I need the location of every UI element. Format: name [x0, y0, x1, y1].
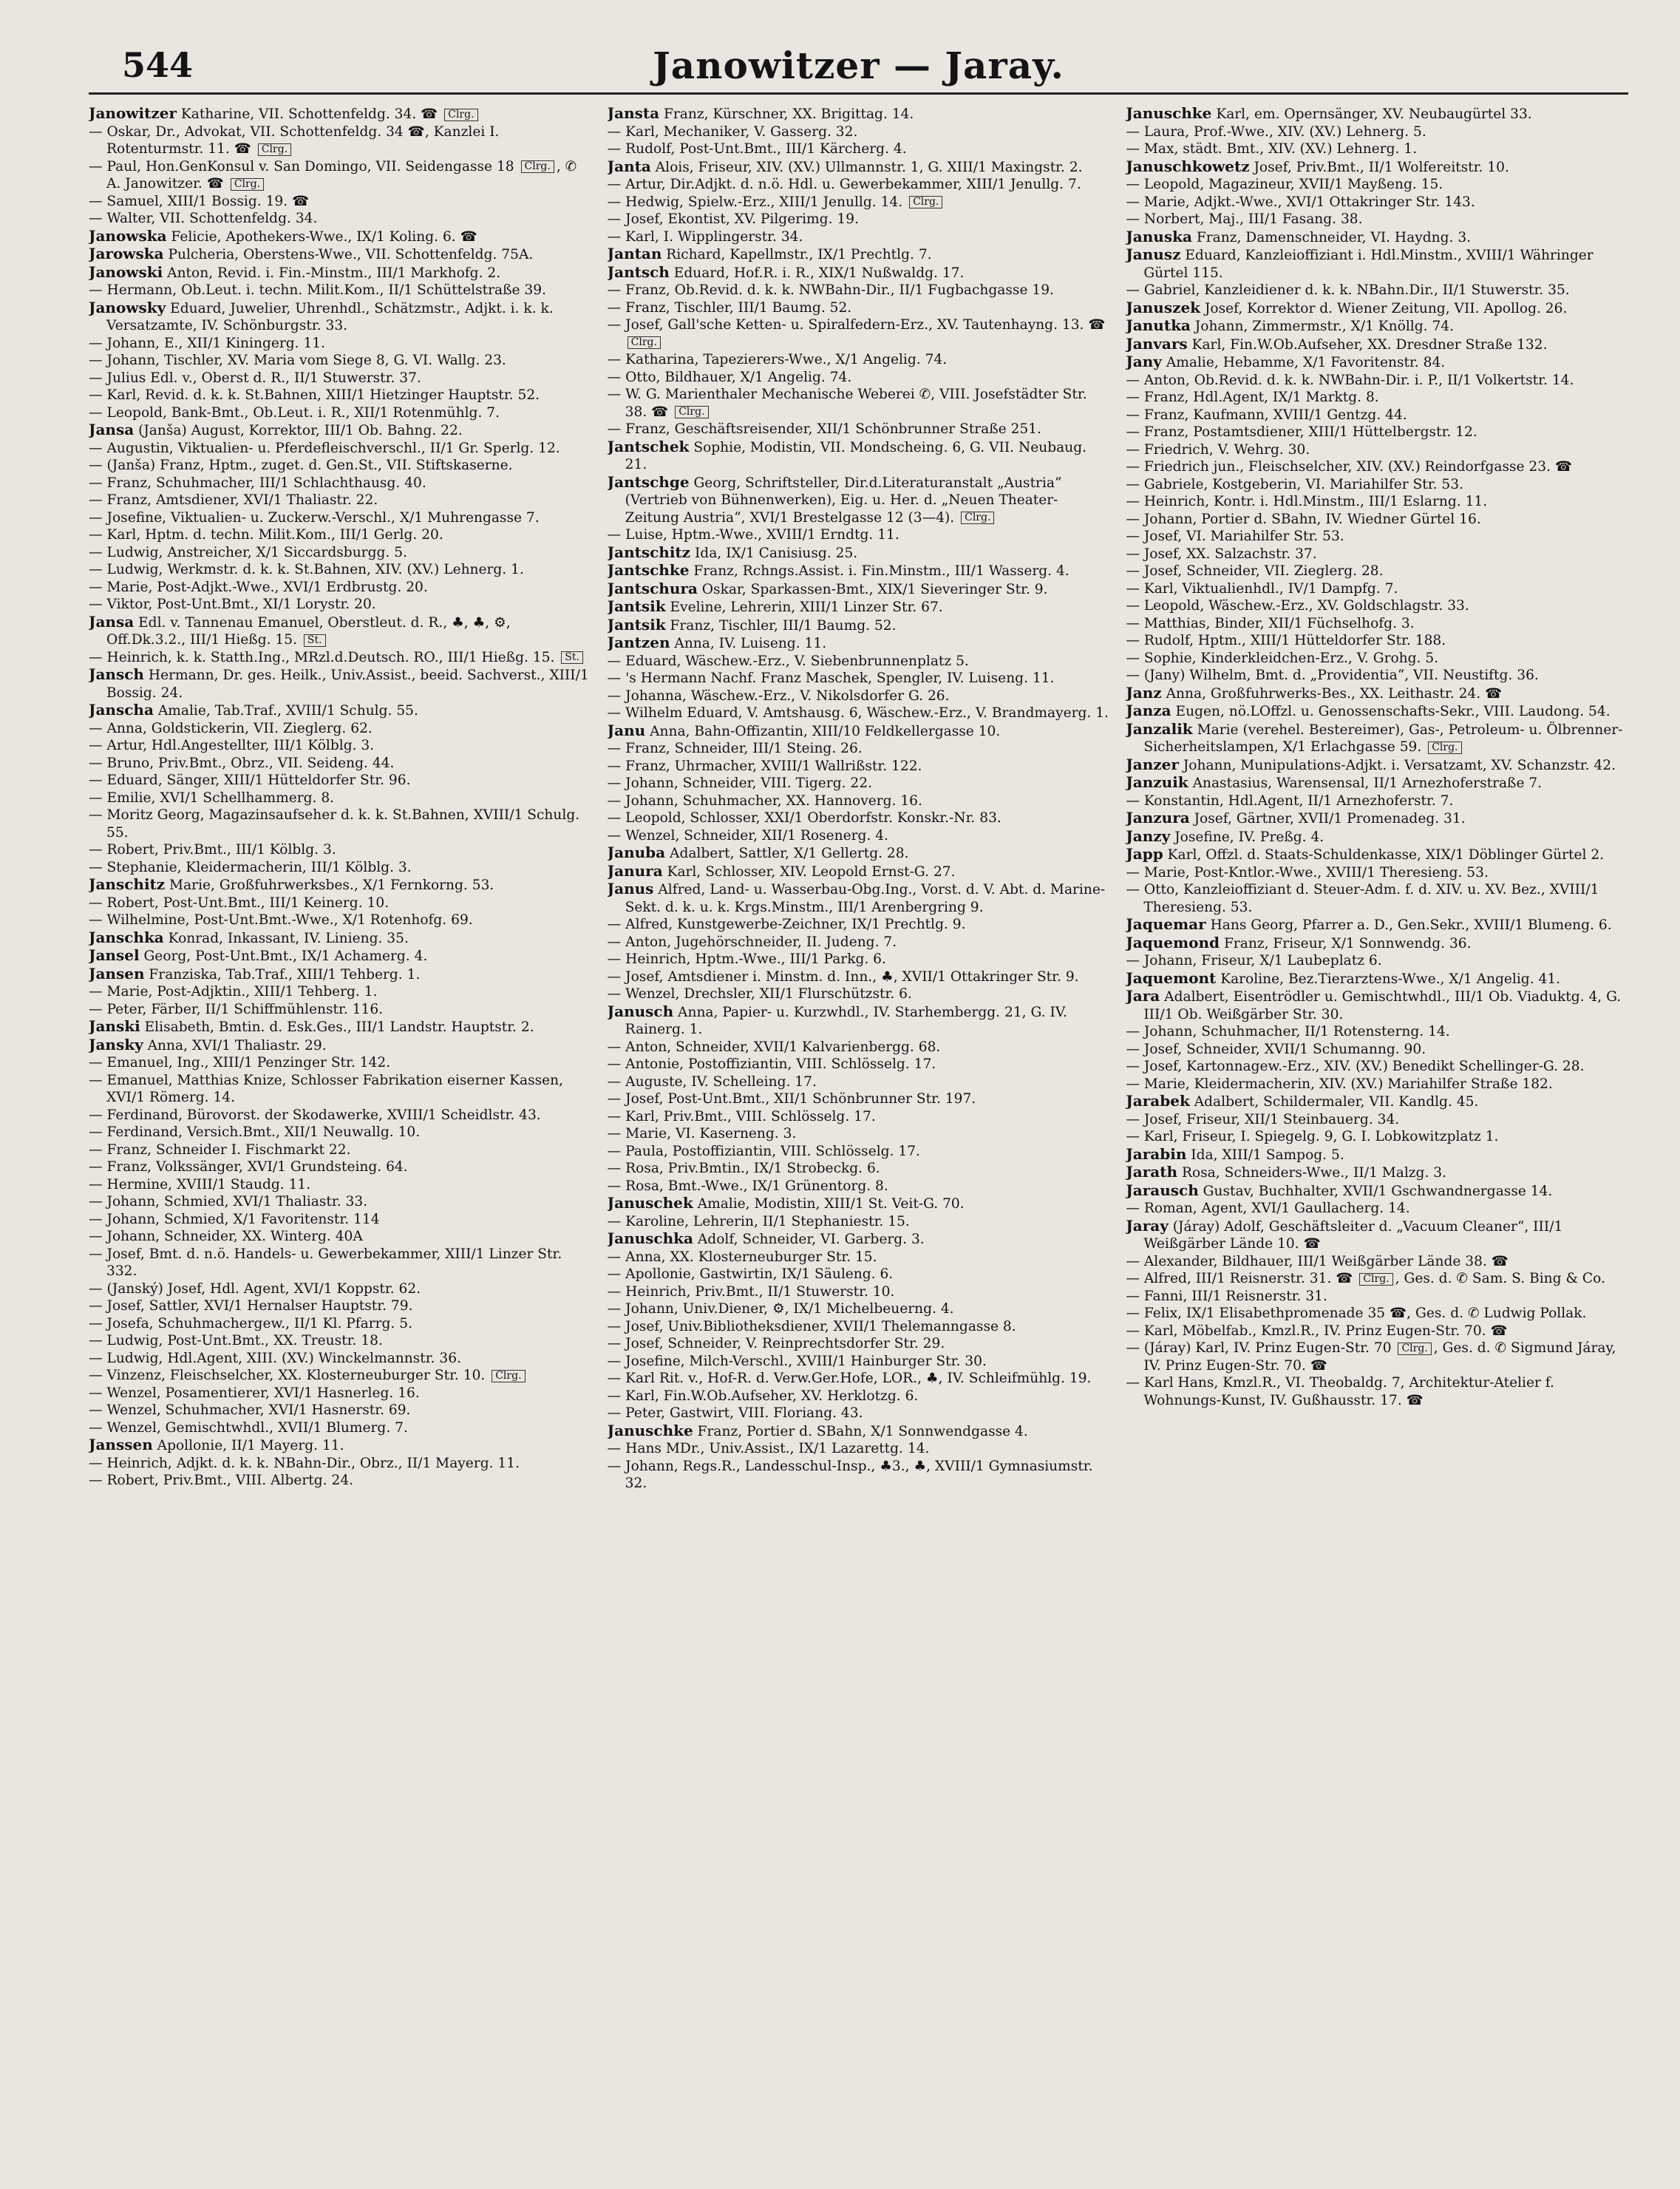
- entry-surname: Jansky: [89, 1035, 143, 1053]
- directory-entry: — Emilie, XVI/1 Schellhammerg. 8.: [89, 790, 335, 806]
- directory-entry: Jantschke Franz, Rchngs.Assist. i. Fin.Minstm., III/1 Wasserg. 4.: [607, 561, 1069, 579]
- directory-entry: — W. G. Marienthaler Mechanische Weberei ✆, VIII. Josefstädter Str. 38. ☎ Clrg.: [607, 387, 1087, 420]
- directory-entry: — Karl Hans, Kmzl.R., VI. Theobaldg. 7, Architektur-Atelier f. Wohnungs-Kunst, IV. Gußhausstr. 17. ☎: [1126, 1375, 1554, 1408]
- entry-surname: Jansta: [607, 105, 660, 122]
- directory-entry: — Leopold, Wäschew.-Erz., XV. Goldschlagstr. 33.: [1126, 598, 1469, 614]
- directory-entry: — Peter, Gastwirt, VIII. Floriang. 43.: [607, 1405, 863, 1421]
- directory-entry: Jantschura Oskar, Sparkassen-Bmt., XIX/1 Sieveringer Str. 9.: [607, 579, 1048, 597]
- entry-surname: Jansa: [89, 421, 135, 438]
- entry-surname: Jarausch: [1126, 1181, 1199, 1199]
- entry-surname: Januschek: [607, 1194, 693, 1212]
- entry-surname: Januschka: [607, 1229, 693, 1247]
- entry-surname: Jantschge: [607, 472, 690, 491]
- entry-surname: Januschke: [1126, 105, 1212, 122]
- clearing-badge: Clrg.: [258, 143, 291, 156]
- directory-entry: — Johann, Schmied, X/1 Favoritenstr. 114: [89, 1211, 380, 1227]
- directory-entry: — Marie, Post-Kntlor.-Wwe., XVIII/1 Theresieng. 53.: [1126, 864, 1489, 880]
- entry-surname: Janu: [607, 721, 646, 739]
- directory-entry: Jantschge Georg, Schriftsteller, Dir.d.Literaturanstalt „Austria“ (Vertrieb von Bühnenwerken), Eig. u. Her. d. „Neuen Theater-Zeitung Austria“, XVI/1 Brestelgasse 12 (3—4). Clrg.: [607, 472, 1062, 526]
- directory-entry: Janta Alois, Friseur, XIV. (XV.) Ullmannstr. 1, G. XIII/1 Maxingstr. 2.: [607, 157, 1083, 175]
- clearing-badge: Clrg.: [628, 336, 661, 349]
- entry-surname: Jantschitz: [607, 543, 691, 561]
- clearing-badge: Clrg.: [444, 109, 477, 121]
- st-badge: St.: [304, 634, 326, 647]
- directory-entry: — Karl, Friseur, I. Spiegelg. 9, G. I. Lobkowitzplatz 1.: [1126, 1129, 1499, 1144]
- directory-entry: — Anton, Ob.Revid. d. k. k. NWBahn-Dir. i. P., II/1 Volkertstr. 14.: [1126, 372, 1574, 388]
- directory-entry: — Moritz Georg, Magazinsaufseher d. k. k. St.Bahnen, XVIII/1 Schulg. 55.: [89, 807, 580, 841]
- directory-entry: — Karl, Mechaniker, V. Gasserg. 32.: [607, 123, 858, 140]
- directory-entry: — Karl, Revid. d. k. k. St.Bahnen, XIII/1 Hietzinger Hauptstr. 52.: [89, 387, 540, 403]
- directory-entry: Janssen Apollonie, II/1 Mayerg. 11.: [89, 1436, 344, 1453]
- directory-entry: — Ferdinand, Versich.Bmt., XII/1 Neuwallg. 10.: [89, 1124, 421, 1140]
- entry-surname: Jantsik: [607, 597, 666, 615]
- entry-surname: Janowska: [89, 226, 167, 245]
- entry-surname: Jara: [1126, 987, 1160, 1005]
- directory-entry: — (Janša) Franz, Hptm., zuget. d. Gen.St., VII. Stiftskaserne.: [89, 458, 513, 473]
- directory-entry: — Josefine, Viktualien- u. Zuckerw.-Verschl., X/1 Muhrengasse 7.: [89, 509, 540, 526]
- directory-entry: — Franz, Amtsdiener, XVI/1 Thaliastr. 22.: [89, 492, 378, 508]
- directory-entry: — Karl, Viktualienhdl., IV/1 Dampfg. 7.: [1126, 580, 1398, 597]
- entry-surname: Janvars: [1126, 334, 1188, 353]
- running-head: Janowitzer — Jaray.: [653, 44, 1064, 87]
- directory-entry: — Franz, Schneider, III/1 Steing. 26.: [607, 741, 863, 756]
- entry-surname: Jarowska: [89, 245, 164, 262]
- directory-entry: — Leopold, Schlosser, XXI/1 Oberdorfstr. Konskr.-Nr. 83.: [607, 810, 1001, 826]
- directory-entry: Janzy Josefine, IV. Preßg. 4.: [1126, 827, 1324, 845]
- directory-entry: — Anna, XX. Klosterneuburger Str. 15.: [607, 1249, 877, 1265]
- entry-surname: Janowitzer: [89, 105, 177, 122]
- directory-entry: — Josefa, Schuhmachergew., II/1 Kl. Pfarrg. 5.: [89, 1315, 412, 1331]
- entry-surname: Janza: [1126, 702, 1171, 719]
- directory-entry: Jaquemont Karoline, Bez.Tierarztens-Wwe., X/1 Angelig. 41.: [1126, 968, 1561, 987]
- directory-entry: Jarabek Adalbert, Schildermaler, VII. Kandlg. 45.: [1126, 1092, 1479, 1110]
- entry-surname: Jantschek: [607, 437, 690, 455]
- directory-entry: — Josef, Kartonnagew.-Erz., XIV. (XV.) Benedikt Schellinger-G. 28.: [1126, 1059, 1585, 1074]
- directory-entry: — Peter, Färber, II/1 Schiffmühlenstr. 116.: [89, 1001, 384, 1017]
- directory-entry: — Josef, Sattler, XVI/1 Hernalser Hauptstr. 79.: [89, 1298, 413, 1314]
- directory-entry: — Vinzenz, Fleischselcher, XX. Klosterneuburger Str. 10. Clrg.: [89, 1367, 591, 1385]
- directory-entry: Janski Elisabeth, Bmtin. d. Esk.Ges., III/1 Landstr. Hauptstr. 2.: [89, 1017, 534, 1035]
- entry-surname: Jaquemont: [1126, 968, 1217, 987]
- directory-entry: — Josef, Ekontist, XV. Pilgerimg. 19.: [607, 211, 859, 227]
- directory-entry: — Hans MDr., Univ.Assist., IX/1 Lazarettg. 14.: [607, 1441, 930, 1456]
- directory-entry: — Heinrich, k. k. Statth.Ing., MRzl.d.Deutsch. RO., III/1 Hießg. 15. St.: [89, 649, 591, 667]
- entry-surname: Jaray: [1126, 1216, 1169, 1235]
- directory-entry: — Franz, Uhrmacher, XVIII/1 Wallrißstr. 122.: [607, 758, 922, 774]
- directory-entry: — Johann, Schneider, VIII. Tigerg. 22.: [607, 776, 872, 791]
- directory-entry: Janowski Anton, Revid. i. Fin.-Minstm., III/1 Markhofg. 2.: [89, 262, 501, 281]
- entry-surname: Januska: [1126, 227, 1192, 245]
- directory-entry: — Emanuel, Matthias Knize, Schlosser Fabrikation eiserner Kassen, XVI/1 Römerg. 14.: [89, 1072, 564, 1105]
- directory-entry: — Fanni, III/1 Reisnerstr. 31.: [1126, 1288, 1327, 1304]
- directory-entry: Jansel Georg, Post-Unt.Bmt., IX/1 Achamerg. 4.: [89, 946, 428, 964]
- directory-entry: Janowska Felicie, Apothekers-Wwe., IX/1 Koling. 6. ☎: [89, 226, 477, 245]
- directory-entry: Januschke Karl, em. Opernsänger, XV. Neubaugürtel 33.: [1126, 105, 1532, 122]
- directory-entry: Jantsik Eveline, Lehrerin, XIII/1 Linzer Str. 67.: [607, 597, 943, 615]
- directory-entry: — Johann, Regs.R., Landesschul-Insp., ♣3., ♣, XVIII/1 Gymnasiumstr. 32.: [607, 1458, 1093, 1491]
- directory-entry: Janowitzer Katharine, VII. Schottenfeldg. 34. ☎ Clrg.: [89, 105, 591, 123]
- directory-entry: — Johann, Schmied, XVI/1 Thaliastr. 33.: [89, 1194, 368, 1209]
- directory-entry: Jansky Anna, XVI/1 Thaliastr. 29.: [89, 1035, 327, 1053]
- directory-entry: Janschka Konrad, Inkassant, IV. Linieng. 35.: [89, 928, 409, 946]
- directory-entry: — Robert, Priv.Bmt., VIII. Albertg. 24.: [89, 1473, 354, 1488]
- directory-entry: — Oskar, Dr., Advokat, VII. Schottenfeldg. 34 ☎, Kanzlei I. Rotenturmstr. 11. ☎ Clrg.: [89, 123, 500, 157]
- directory-entry: — Karl, Hptm. d. techn. Milit.Kom., III/1 Gerlg. 20.: [89, 527, 443, 543]
- directory-entry: — Max, städt. Bmt., XIV. (XV.) Lehnerg. 1.: [1126, 141, 1418, 157]
- directory-entry: Janowsky Eduard, Juwelier, Uhrenhdl., Schätzmstr., Adjkt. i. k. k. Versatzamte, IV. Schönburgstr. 33.: [89, 298, 554, 333]
- directory-entry: — Alfred, III/1 Reisnerstr. 31. ☎ Clrg. , Ges. d. ✆ Sam. S. Bing & Co.: [1126, 1271, 1605, 1286]
- directory-entry: — Johann, Portier d. SBahn, IV. Wiedner Gürtel 16.: [1126, 511, 1481, 527]
- directory-entry: Jansch Hermann, Dr. ges. Heilk., Univ.Assist., beeid. Sachverst., XIII/1 Bossig. 24.: [89, 665, 589, 701]
- entry-surname: Janowsky: [89, 298, 166, 316]
- entry-surname: Jansel: [89, 946, 140, 964]
- directory-entry: Jantschitz Ida, IX/1 Canisiusg. 25.: [607, 543, 858, 561]
- entry-surname: Jantzen: [607, 634, 670, 651]
- directory-entry: — Rudolf, Hptm., XIII/1 Hütteldorfer Str. 188.: [1126, 633, 1446, 648]
- directory-entry: — Franz, Ob.Revid. d. k. k. NWBahn-Dir., II/1 Fugbachgasse 19.: [607, 282, 1054, 298]
- directory-entry: Jarausch Gustav, Buchhalter, XVII/1 Gschwandnergasse 14.: [1126, 1181, 1553, 1199]
- entry-surname: Janssen: [89, 1436, 153, 1453]
- page-header: [89, 41, 1628, 95]
- directory-entry: — Karl, Fin.W.Ob.Aufseher, XV. Herklotzg. 6.: [607, 1388, 919, 1404]
- entry-surname: Januschke: [607, 1421, 693, 1439]
- directory-entry: — Alfred, Kunstgewerbe-Zeichner, IX/1 Prechtlg. 9.: [607, 917, 966, 932]
- directory-entry: — Heinrich, Hptm.-Wwe., III/1 Parkg. 6.: [607, 951, 886, 967]
- entry-surname: Januszek: [1126, 298, 1201, 316]
- directory-entry: — Josef, XX. Salzachstr. 37.: [1126, 546, 1317, 562]
- directory-entry: — Laura, Prof.-Wwe., XIV. (XV.) Lehnerg. 5.: [1126, 123, 1426, 140]
- entry-surname: Janz: [1126, 683, 1162, 702]
- entry-surname: Japp: [1126, 845, 1163, 863]
- directory-entry: — Josef, Bmt. d. n.ö. Handels- u. Gewerbekammer, XIII/1 Linzer Str. 332.: [89, 1246, 562, 1279]
- clearing-badge: Clrg.: [521, 160, 554, 173]
- directory-entry: — Franz, Volkssänger, XVI/1 Grundsteing. 64.: [89, 1159, 408, 1175]
- directory-entry: Januska Franz, Damenschneider, VI. Haydng. 3.: [1126, 227, 1472, 245]
- directory-entry: — Karl, Priv.Bmt., VIII. Schlösselg. 17.: [607, 1108, 876, 1124]
- directory-entry: — Heinrich, Priv.Bmt., II/1 Stuwerstr. 10.: [607, 1283, 895, 1300]
- st-badge: St.: [561, 651, 583, 664]
- directory-entry: — Apollonie, Gastwirtin, IX/1 Säuleng. 6.: [607, 1266, 894, 1282]
- directory-entry: Jara Adalbert, Eisentrödler u. Gemischtwhdl., III/1 Ob. Viaduktg. 4, G. III/1 Ob. Weißgärber Str. 30.: [1126, 987, 1622, 1022]
- entry-surname: Janzy: [1126, 827, 1171, 845]
- directory-entry: — Heinrich, Kontr. i. Hdl.Minstm., III/1 Eslarng. 11.: [1126, 494, 1488, 509]
- directory-entry: — Konstantin, Hdl.Agent, II/1 Arnezhoferstr. 7.: [1126, 793, 1454, 809]
- directory-entry: — Viktor, Post-Unt.Bmt., XI/1 Lorystr. 20.: [89, 597, 376, 612]
- directory-entry: — Augustin, Viktualien- u. Pferdefleischverschl., II/1 Gr. Sperlg. 12.: [89, 440, 560, 456]
- directory-entry: Jansen Franziska, Tab.Traf., XIII/1 Tehberg. 1.: [89, 964, 421, 982]
- directory-entry: — Josef, Amtsdiener i. Minstm. d. Inn., ♣, XVII/1 Ottakringer Str. 9.: [607, 968, 1079, 985]
- directory-entry: Jantsch Eduard, Hof.R. i. R., XIX/1 Nußwaldg. 17.: [607, 262, 965, 281]
- directory-entry: Janusch Anna, Papier- u. Kurzwhdl., IV. Starhembergg. 21, G. IV. Rainerg. 1.: [607, 1002, 1067, 1037]
- entry-surname: Janski: [89, 1017, 140, 1035]
- directory-entry: — Leopold, Bank-Bmt., Ob.Leut. i. R., XII/1 Rotenmühlg. 7.: [89, 404, 500, 421]
- directory-entry: — Heinrich, Adjkt. d. k. k. NBahn-Dir., Obrz., II/1 Mayerg. 11.: [89, 1455, 520, 1471]
- directory-entry: Janzer Johann, Munipulations-Adjkt. i. Versatzamt, XV. Schanzstr. 42.: [1126, 755, 1616, 773]
- directory-entry: — (Janský) Josef, Hdl. Agent, XVI/1 Koppstr. 62.: [89, 1280, 421, 1297]
- directory-entry: — (Jany) Wilhelm, Bmt. d. „Providentia“, VII. Neustiftg. 36.: [1126, 668, 1539, 683]
- directory-entry: Jarowska Pulcheria, Oberstens-Wwe., VII. Schottenfeldg. 75A.: [89, 245, 534, 262]
- clearing-badge: Clrg.: [1398, 1343, 1431, 1355]
- directory-entry: — Josef, Schneider, XVII/1 Schumanng. 90.: [1126, 1041, 1426, 1057]
- directory-entry: Janzuik Anastasius, Warensensal, II/1 Arnezhoferstraße 7.: [1126, 773, 1543, 791]
- directory-entry: — Otto, Kanzleioffiziant d. Steuer-Adm. f. d. XIV. u. XV. Bez., XVIII/1 Theresieng. 53.: [1126, 882, 1599, 915]
- directory-entry: Januschek Amalie, Modistin, XIII/1 St. Veit-G. 70.: [607, 1194, 965, 1212]
- directory-entry: Januschka Adolf, Schneider, VI. Garberg. 3.: [607, 1229, 925, 1247]
- directory-entry: — Johann, Schuhmacher, XX. Hannoverg. 16.: [607, 793, 922, 809]
- directory-entry: — Johann, Schuhmacher, II/1 Rotensterng. 14.: [1126, 1024, 1450, 1039]
- directory-entry: — 's Hermann Nachf. Franz Maschek, Spengler, IV. Luiseng. 11.: [607, 671, 1055, 686]
- directory-entry: — Marie, VI. Kaserneng. 3.: [607, 1126, 797, 1141]
- entry-surname: Janutka: [1126, 316, 1191, 334]
- directory-entry: Jarabin Ida, XIII/1 Sampog. 5.: [1126, 1144, 1344, 1163]
- directory-entry: — Johanna, Wäschew.-Erz., V. Nikolsdorfer G. 26.: [607, 688, 950, 704]
- directory-columns: [89, 105, 1628, 2175]
- directory-entry: — Franz, Hdl.Agent, IX/1 Marktg. 8.: [1126, 390, 1379, 405]
- directory-entry: — Katharina, Tapezierers-Wwe., X/1 Angelig. 74.: [607, 352, 948, 367]
- entry-surname: Janscha: [89, 701, 154, 719]
- entry-surname: Janschitz: [89, 875, 166, 893]
- entry-surname: Jansch: [89, 665, 144, 683]
- directory-entry: — Karl, I. Wipplingerstr. 34.: [607, 228, 803, 245]
- directory-entry: — Artur, Hdl.Angestellter, III/1 Kölblg. 3.: [89, 738, 375, 753]
- directory-column-1: [89, 105, 591, 2175]
- directory-entry: Janu Anna, Bahn-Offizantin, XIII/10 Feldkellergasse 10.: [607, 721, 1001, 739]
- directory-entry: — Josef, Post-Unt.Bmt., XII/1 Schönbrunner Str. 197.: [607, 1091, 976, 1107]
- directory-entry: Jarath Rosa, Schneiders-Wwe., II/1 Malzg. 3.: [1126, 1163, 1447, 1181]
- directory-entry: Japp Karl, Offzl. d. Staats-Schuldenkasse, XIX/1 Döblinger Gürtel 2.: [1126, 845, 1605, 863]
- directory-entry: Janura Karl, Schlosser, XIV. Leopold Ernst-G. 27.: [607, 861, 956, 880]
- directory-entry: — Julius Edl. v., Oberst d. R., II/1 Stuwerstr. 37.: [89, 370, 421, 386]
- entry-surname: Jarabek: [1126, 1092, 1190, 1110]
- directory-entry: — Ludwig, Post-Unt.Bmt., XX. Treustr. 18.: [89, 1333, 383, 1348]
- entry-surname: Janzer: [1126, 755, 1179, 773]
- directory-entry: — Matthias, Binder, XII/1 Füchselhofg. 3.: [1126, 615, 1415, 631]
- directory-entry: — Johann, Tischler, XV. Maria vom Siege 8, G. VI. Wallg. 23.: [89, 353, 506, 368]
- directory-entry: — (Járay) Karl, IV. Prinz Eugen-Str. 70 Clrg. , Ges. d. ✆ Sigmund Járay, IV. Prinz Eugen-Str. 70. ☎: [1126, 1340, 1616, 1374]
- directory-entry: — Robert, Priv.Bmt., III/1 Kölblg. 3.: [89, 842, 336, 858]
- directory-entry: — Karoline, Lehrerin, II/1 Stephaniestr. 15.: [607, 1213, 910, 1229]
- directory-entry: — Robert, Post-Unt.Bmt., III/1 Keinerg. 10.: [89, 895, 390, 911]
- entry-surname: Janura: [607, 861, 663, 880]
- directory-entry: Janzalik Marie (verehel. Bestereimer), Gas-, Petroleum- u. Ölbrenner-Sicherheitslampen, X/1 Erlachgasse 59. Clrg.: [1126, 719, 1623, 755]
- entry-surname: Janusz: [1126, 245, 1181, 263]
- directory-entry: — Alexander, Bildhauer, III/1 Weißgärber Lände 38. ☎: [1126, 1253, 1509, 1269]
- directory-entry: Janzura Josef, Gärtner, XVII/1 Promenadeg. 31.: [1126, 809, 1466, 827]
- directory-entry: — Antonie, Postoffiziantin, VIII. Schlösselg. 17.: [607, 1056, 936, 1072]
- directory-entry: — Eduard, Wäschew.-Erz., V. Siebenbrunnenplatz 5.: [607, 653, 969, 669]
- directory-entry: Janvars Karl, Fin.W.Ob.Aufseher, XX. Dresdner Straße 132.: [1126, 334, 1548, 353]
- directory-entry: — Marie, Kleidermacherin, XIV. (XV.) Mariahilfer Straße 182.: [1126, 1076, 1553, 1092]
- entry-surname: Jantan: [607, 245, 662, 262]
- directory-entry: Janutka Johann, Zimmermstr., X/1 Knöllg. 74.: [1126, 316, 1455, 334]
- directory-entry: — Franz, Schneider I. Fischmarkt 22.: [89, 1141, 351, 1158]
- directory-entry: — Sophie, Kinderkleidchen-Erz., V. Grohg. 5.: [1126, 650, 1439, 666]
- clearing-badge: Clrg.: [492, 1370, 525, 1382]
- directory-entry: Januschke Franz, Portier d. SBahn, X/1 Sonnwendgasse 4.: [607, 1421, 1028, 1439]
- entry-surname: Jaquemar: [1126, 915, 1206, 933]
- directory-entry: Jantschek Sophie, Modistin, VII. Mondscheing. 6, G. VII. Neubaug. 21.: [607, 437, 1087, 472]
- directory-entry: — Wenzel, Schneider, XII/1 Rosenerg. 4.: [607, 827, 888, 844]
- directory-entry: — Josefine, Milch-Verschl., XVIII/1 Hainburger Str. 30.: [607, 1353, 987, 1369]
- directory-entry: — Paul, Hon.GenKonsul v. San Domingo, VII. Seidengasse 18 Clrg. , ✆ A. Janowitzer. ☎ Clrg.: [89, 158, 577, 191]
- directory-entry: Januschkowetz Josef, Priv.Bmt., II/1 Wolfereitstr. 10.: [1126, 157, 1509, 175]
- entry-surname: Jany: [1126, 353, 1162, 370]
- directory-entry: Janschitz Marie, Großfuhrwerksbes., X/1 Fernkorng. 53.: [89, 875, 494, 893]
- directory-entry: Jantzen Anna, IV. Luiseng. 11.: [607, 634, 827, 651]
- directory-entry: — Johann, Univ.Diener, ⚙, IX/1 Michelbeuerng. 4.: [607, 1301, 954, 1317]
- directory-entry: — Gabriele, Kostgeberin, VI. Mariahilfer Str. 53.: [1126, 476, 1463, 492]
- directory-entry: — Franz, Geschäftsreisender, XII/1 Schönbrunner Straße 251.: [607, 421, 1041, 437]
- entry-surname: Jantsch: [607, 262, 670, 281]
- entry-surname: Jantschura: [607, 579, 698, 597]
- entry-surname: Janta: [607, 157, 651, 175]
- directory-entry: Jaquemar Hans Georg, Pfarrer a. D., Gen.Sekr., XVIII/1 Blumeng. 6.: [1126, 915, 1612, 933]
- directory-entry: — Hermine, XVIII/1 Staudg. 11.: [89, 1176, 311, 1192]
- directory-entry: — Friedrich jun., Fleischselcher, XIV. (XV.) Reindorfgasse 23. ☎: [1126, 459, 1573, 475]
- page-number: 544: [122, 45, 194, 85]
- directory-entry: — Ferdinand, Bürovorst. der Skodawerke, XVIII/1 Scheidlstr. 43.: [89, 1107, 541, 1123]
- directory-entry: — Franz, Schuhmacher, III/1 Schlachthausg. 40.: [89, 475, 426, 491]
- directory-entry: — Auguste, IV. Schelleing. 17.: [607, 1073, 817, 1090]
- directory-entry: — Paula, Postoffiziantin, VIII. Schlösselg. 17.: [607, 1143, 920, 1159]
- directory-entry: — Wenzel, Gemischtwhdl., XVII/1 Blumerg. 7.: [89, 1419, 408, 1436]
- directory-entry: Januszek Josef, Korrektor d. Wiener Zeitung, VII. Apollog. 26.: [1126, 298, 1568, 316]
- directory-entry: — Gabriel, Kanzleidiener d. k. k. NBahn.Dir., II/1 Stuwerstr. 35.: [1126, 282, 1570, 298]
- directory-column-3: [1126, 105, 1628, 2175]
- directory-entry: Januba Adalbert, Sattler, X/1 Gellertg. 28.: [607, 844, 909, 861]
- directory-entry: — Wilhelmine, Post-Unt.Bmt.-Wwe., X/1 Rotenhofg. 69.: [89, 912, 473, 928]
- clearing-badge: Clrg.: [909, 196, 942, 208]
- directory-entry: — Bruno, Priv.Bmt., Obrz., VII. Seideng. 44.: [89, 755, 395, 771]
- directory-entry: — Franz, Kaufmann, XVIII/1 Gentzg. 44.: [1126, 407, 1407, 423]
- clearing-badge: Clrg.: [961, 512, 994, 524]
- entry-surname: Janzalik: [1126, 719, 1193, 738]
- entry-surname: Janusch: [607, 1002, 674, 1020]
- clearing-badge: Clrg.: [675, 406, 708, 418]
- directory-entry: — Ludwig, Werkmstr. d. k. k. St.Bahnen, XIV. (XV.) Lehnerg. 1.: [89, 562, 524, 577]
- directory-column-2: [608, 105, 1110, 2175]
- entry-surname: Janschka: [89, 928, 164, 946]
- directory-entry: — Rosa, Priv.Bmtin., IX/1 Strobeckg. 6.: [607, 1161, 880, 1176]
- directory-entry: — Friedrich, V. Wehrg. 30.: [1126, 441, 1310, 458]
- entry-surname: Jantschke: [607, 561, 690, 579]
- clearing-badge: Clrg.: [231, 178, 264, 191]
- directory-entry: Jaquemond Franz, Friseur, X/1 Sonnwendg. 36.: [1126, 933, 1472, 951]
- directory-entry: Janscha Amalie, Tab.Traf., XVIII/1 Schulg. 55.: [89, 701, 418, 719]
- directory-entry: — Wenzel, Posamentierer, XVI/1 Hasnerleg. 16.: [89, 1385, 420, 1401]
- entry-surname: Januschkowetz: [1126, 157, 1250, 175]
- directory-entry: Jansa (Janša) August, Korrektor, III/1 Ob. Bahng. 22.: [89, 421, 463, 438]
- directory-entry: — Emanuel, Ing., XIII/1 Penzinger Str. 142.: [89, 1055, 391, 1070]
- directory-entry: — Wenzel, Drechsler, XII/1 Flurschützstr. 6.: [607, 986, 912, 1002]
- directory-entry: — Otto, Bildhauer, X/1 Angelig. 74.: [607, 369, 852, 385]
- directory-entry: Janusz Eduard, Kanzleioffiziant i. Hdl.Minstm., XVIII/1 Währinger Gürtel 115.: [1126, 245, 1594, 281]
- directory-entry: — Johann, Schneider, XX. Winterg. 40A: [89, 1229, 363, 1244]
- entry-surname: Janowski: [89, 262, 163, 281]
- entry-surname: Januba: [607, 844, 666, 861]
- directory-entry: — Eduard, Sänger, XIII/1 Hütteldorfer Str. 96.: [89, 773, 411, 788]
- directory-entry: — Josef, Gall'sche Ketten- u. Spiralfedern-Erz., XV. Tautenhayng. 13. ☎ Clrg.: [607, 317, 1106, 348]
- directory-entry: — Felix, IX/1 Elisabethpromenade 35 ☎, Ges. d. ✆ Ludwig Pollak.: [1126, 1306, 1587, 1321]
- directory-entry: — Wilhelm Eduard, V. Amtshausg. 6, Wäschew.-Erz., V. Brandmayerg. 1.: [607, 705, 1109, 721]
- clearing-badge: Clrg.: [1359, 1273, 1392, 1286]
- directory-entry: Jansa Edl. v. Tannenau Emanuel, Oberstleut. d. R., ♣, ♣, ⚙, Off.Dk.3.2., III/1 Hießg. 15. St.: [89, 612, 511, 648]
- directory-entry: — Josef, Univ.Bibliotheksdiener, XVII/1 Thelemanngasse 8.: [607, 1318, 1016, 1334]
- directory-entry: — Rosa, Bmt.-Wwe., IX/1 Grünentorg. 8.: [607, 1178, 888, 1194]
- directory-entry: — Josef, Friseur, XII/1 Steinbauerg. 34.: [1126, 1111, 1400, 1127]
- entry-surname: Janzuik: [1126, 773, 1188, 791]
- entry-surname: Janzura: [1126, 809, 1190, 827]
- directory-entry: Jantsik Franz, Tischler, III/1 Baumg. 52.: [607, 615, 897, 634]
- directory-entry: — Hedwig, Spielw.-Erz., XIII/1 Jenullg. 14. Clrg.: [608, 194, 1110, 211]
- directory-entry: — Johann, Friseur, X/1 Laubeplatz 6.: [1126, 953, 1382, 968]
- directory-entry: — Anton, Jugehörschneider, II. Judeng. 7.: [607, 934, 897, 950]
- directory-entry: — Anna, Goldstickerin, VII. Zieglerg. 62.: [89, 720, 373, 736]
- directory-entry: — Marie, Post-Adjktin., XIII/1 Tehberg. 1.: [89, 984, 378, 1000]
- directory-entry: — Rudolf, Post-Unt.Bmt., III/1 Kärcherg. 4.: [607, 141, 907, 157]
- directory-entry: Janza Eugen, nö.LOffzl. u. Genossenschafts-Sekr., VIII. Laudong. 54.: [1126, 702, 1611, 719]
- entry-surname: Janus: [607, 880, 654, 897]
- entry-surname: Jansa: [89, 612, 135, 631]
- directory-entry: — Marie, Adjkt.-Wwe., XVI/1 Ottakringer Str. 143.: [1126, 194, 1475, 210]
- directory-entry: — Josef, VI. Mariahilfer Str. 53.: [1126, 529, 1344, 544]
- directory-entry: — Josef, Schneider, V. Reinprechtsdorfer Str. 29.: [607, 1336, 945, 1351]
- directory-entry: — Ludwig, Hdl.Agent, XIII. (XV.) Winckelmannstr. 36.: [89, 1350, 461, 1366]
- directory-entry: — Wenzel, Schuhmacher, XVI/1 Hasnerstr. 69.: [89, 1402, 411, 1418]
- directory-entry: — Franz, Tischler, III/1 Baumg. 52.: [607, 299, 852, 316]
- directory-entry: — Karl Rit. v., Hof-R. d. Verw.Ger.Hofe, LOR., ♣, IV. Schleifmühlg. 19.: [607, 1371, 1092, 1386]
- directory-entry: Janus Alfred, Land- u. Wasserbau-Obg.Ing., Vorst. d. V. Abt. d. Marine-Sekt. d. k. u. k. Krgs.Minstm., III/1 Arenbergring 9.: [607, 880, 1106, 915]
- entry-surname: Jantsik: [607, 615, 666, 634]
- directory-entry: — Roman, Agent, XVI/1 Gaullacherg. 14.: [1126, 1201, 1410, 1216]
- directory-entry: — Leopold, Magazineur, XVII/1 Mayßeng. 15.: [1126, 177, 1443, 192]
- directory-entry: — Samuel, XIII/1 Bossig. 19. ☎: [89, 193, 310, 209]
- directory-entry: — Stephanie, Kleidermacherin, III/1 Kölblg. 3.: [89, 859, 412, 875]
- entry-surname: Jaquemond: [1126, 933, 1220, 951]
- entry-surname: Jansen: [89, 964, 145, 982]
- directory-entry: — Hermann, Ob.Leut. i. techn. Milit.Kom., II/1 Schüttelstraße 39.: [89, 282, 546, 298]
- directory-entry: — Artur, Dir.Adjkt. d. n.ö. Hdl. u. Gewerbekammer, XIII/1 Jenullg. 7.: [607, 177, 1081, 192]
- directory-entry: Jansta Franz, Kürschner, XX. Brigittag. 14.: [607, 105, 914, 122]
- entry-surname: Jarabin: [1126, 1144, 1187, 1163]
- directory-entry: — Walter, VII. Schottenfeldg. 34.: [89, 211, 318, 226]
- directory-entry: — Franz, Postamtsdiener, XIII/1 Hüttelbergstr. 12.: [1126, 424, 1477, 440]
- directory-entry: — Norbert, Maj., III/1 Fasang. 38.: [1126, 211, 1363, 227]
- directory-entry: — Josef, Schneider, VII. Zieglerg. 28.: [1126, 563, 1384, 579]
- directory-entry: — Ludwig, Anstreicher, X/1 Siccardsburgg. 5.: [89, 544, 407, 560]
- directory-entry: Janz Anna, Großfuhrwerks-Bes., XX. Leithastr. 24. ☎: [1126, 683, 1503, 702]
- directory-entry: Jaray (Járay) Adolf, Geschäftsleiter d. „Vacuum Cleaner“, III/1 Weißgärber Lände 10. ☎: [1126, 1216, 1563, 1252]
- directory-entry: Jany Amalie, Hebamme, X/1 Favoritenstr. 84.: [1126, 353, 1446, 370]
- directory-entry: — Luise, Hptm.-Wwe., XVIII/1 Erndtg. 11.: [607, 527, 899, 543]
- clearing-badge: Clrg.: [1428, 741, 1461, 754]
- directory-entry: — Marie, Post-Adjkt.-Wwe., XVI/1 Erdbrustg. 20.: [89, 579, 428, 595]
- directory-entry: — Johann, E., XII/1 Kiningerg. 11.: [89, 335, 326, 351]
- directory-entry: Jantan Richard, Kapellmstr., IX/1 Prechtlg. 7.: [607, 245, 932, 262]
- directory-entry: — Anton, Schneider, XVII/1 Kalvarienbergg. 68.: [607, 1039, 941, 1055]
- entry-surname: Jarath: [1126, 1163, 1178, 1181]
- directory-entry: — Karl, Möbelfab., Kmzl.R., IV. Prinz Eugen-Str. 70. ☎: [1126, 1323, 1508, 1339]
